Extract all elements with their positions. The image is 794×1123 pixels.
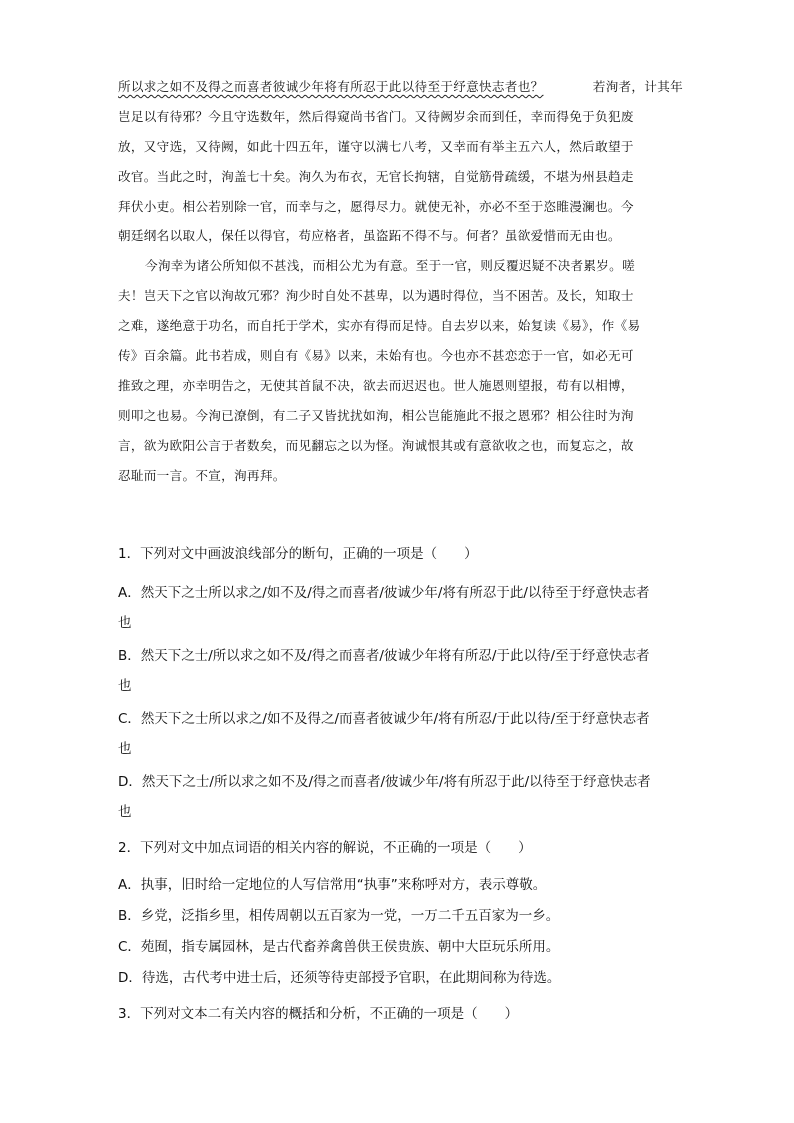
passage-line-1-tail: 若洵者，计其年: [592, 79, 683, 94]
passage-line-13: 言，欲为欧阳公言于者数矣，而见翻忘之以为怪。洵诚恨其或有意欲收之也，而复忘之，故: [118, 437, 634, 453]
question-2-stem: 2．下列对文中加点词语的相关内容的解说，不正确的一项是（ ）: [118, 840, 532, 856]
q1-option-a-cont: 也: [118, 615, 132, 631]
passage-line-6: 朝廷纲名以取人，保任以得官，苟应格者，虽盗跖不得不与。何者？虽欲爱惜而无由也。: [118, 228, 621, 244]
passage-line-4: 改官。当此之时，洵盖七十矣。洵久为布衣，无官长拘辖，自觉筋骨疏缓，不堪为州县趋走: [118, 168, 634, 184]
passage-line-7: 今洵幸为诸公所知似不甚浅，而相公尤为有意。至于一官，则反覆迟疑不决者累岁。嗟: [145, 258, 635, 274]
passage-text: [118, 72, 683, 490]
q1-option-d: D．然天下之士/所以求之如不及/得之而喜者/彼诚少年/将有所忍于此/以待至于纾意快志者: [118, 774, 651, 790]
passage-line-1: [118, 72, 683, 102]
passage-line-10: 传》百余篇。此书若成，则自有《易》以来，未始有也。今也亦不甚恋恋于一官，如必无可: [118, 348, 634, 364]
question-1-stem: 1．下列对文中画波浪线部分的断句，正确的一项是（ ）: [118, 546, 478, 562]
q2-option-a: A．执事，旧时给一定地位的人写信常用“执事”来称呼对方，表示尊敬。: [118, 877, 547, 893]
question-3-stem: 3．下列对文本二有关内容的概括和分析，不正确的一项是（ ）: [118, 1006, 519, 1022]
q2-option-c: C．苑囿，指专属园林，是古代畜养禽兽供王侯贵族、朝中大臣玩乐所用。: [118, 939, 560, 955]
q2-option-b: B．乡党，泛指乡里，相传周朝以五百家为一党，一万二千五百家为一乡。: [118, 908, 560, 924]
passage-line-9: 之难，遂绝意于功名，而自托于学术，实亦有得而足恃。自去岁以来，始复读《易》，作《易: [118, 318, 641, 334]
q1-option-b: B．然天下之士/所以求之如不及/得之而喜者/彼诚少年将有所忍/于此以待/至于纾意快志者: [118, 648, 650, 664]
passage-line-3: 放，又守选，又待阙，如此十四五年，谨守以满七八考，又幸而有举主五六人，然后敢望于: [118, 138, 634, 154]
passage-line-8: 夫！岂天下之官以洵故冗邪？洵少时自处不甚卑，以为遇时得位，当不困苦。及长，知取士: [118, 288, 634, 304]
q2-option-d: D．待选，古代考中进士后，还须等待吏部授予官职，在此期间称为待选。: [118, 970, 561, 986]
q1-option-c: C．然天下之士所以求之/如不及得之/而喜者彼诚少年/将有所忍/于此以待/至于纾意快志者: [118, 711, 650, 727]
q1-option-b-cont: 也: [118, 678, 132, 694]
q1-option-c-cont: 也: [118, 741, 132, 757]
q1-option-d-cont: 也: [118, 804, 132, 820]
passage-line-11: 推致之理，亦幸明告之，无使其首鼠不决，欲去而迟迟也。世人施恩则望报，苟有以相博，: [118, 377, 634, 393]
passage-line-2: 岂足以有待邪？今且守选数年，然后得窥尚书省门。又待阙岁余而到任，幸而得免于负犯废: [118, 108, 634, 124]
q1-option-a: A．然天下之士所以求之/如不及/得之而喜者/彼诚少年/将有所忍于此/以待至于纾意快志者: [118, 585, 650, 601]
passage-line-14: 忍耻而一言。不宣，洵再拜。: [118, 467, 286, 483]
wavy-underlined-sentence: 所以求之如不及得之而喜者彼诚少年将有所忍于此以待至于纾意快志者也？: [118, 79, 544, 94]
passage-line-5: 拜伏小吏。相公若别除一官，而幸与之，愿得尽力。就使无补，亦必不至于恣睢漫澜也。今: [118, 198, 634, 214]
passage-line-12: 则叩之也易。今洵已潦倒，有二子又皆扰扰如洵，相公岂能施此不报之恩邪？相公往时为洵: [118, 407, 634, 423]
